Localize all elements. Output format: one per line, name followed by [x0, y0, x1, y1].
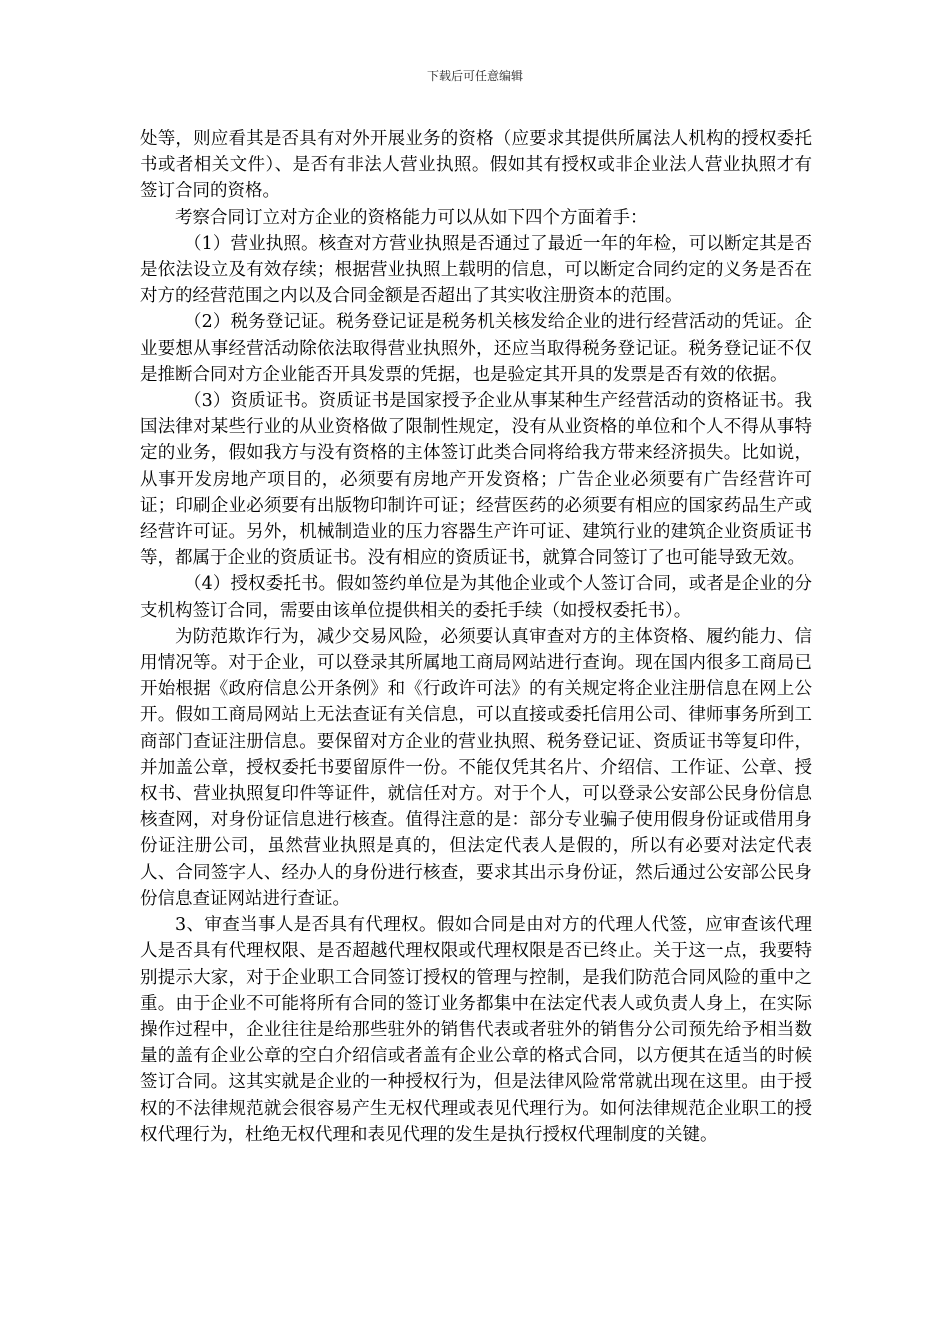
paragraph: （1）营业执照。核查对方营业执照是否通过了最近一年的年检，可以断定其是否是依法设立及有效存续；根据营业执照上载明的信息，可以断定合同约定的义务是否在对方的经营范围之内以及合同金额是否超出了其实收注册资本的范围。 — [140, 233, 812, 307]
paragraph: 3、审查当事人是否具有代理权。假如合同是由对方的代理人代签，应审查该代理人是否具有代理权限、是否超越代理权限或代理权限是否已终止。关于这一点，我要特别提示大家，对于企业职工合同签订授权的管理与控制，是我们防范合同风险的重中之重。由于企业不可能将所有合同的签订业务都集中在法定代表人或负责人身上，在实际操作过程中，企业往往是给那些驻外的销售代表或者驻外的销售分公司预先给予相当数量的盖有企业公章的空白介绍信或者盖有企业公章的格式合同，以方便其在适当的时候签订合同。这其实就是企业的一种授权行为，但是法律风险常常就出现在这里。由于授权的不法律规范就会很容易产生无权代理或表见代理行为。如何法律规范企业职工的授权代理行为，杜绝无权代理和表见代理的发生是执行授权代理制度的关键。 — [140, 915, 812, 1145]
paragraph: 处等，则应看其是否具有对外开展业务的资格（应要求其提供所属法人机构的授权委托书或者相关文件）、是否有非法人营业执照。假如其有授权或非企业法人营业执照才有签订合同的资格。 — [140, 129, 812, 202]
paragraph: 考察合同订立对方企业的资格能力可以从如下四个方面着手： — [175, 207, 648, 228]
document-body — [140, 126, 812, 1148]
page-header: 下载后可任意编辑 — [426, 69, 523, 83]
paragraph: 为防范欺诈行为，减少交易风险，必须要认真审查对方的主体资格、履约能力、信用情况等。对于企业，可以登录其所属地工商局网站进行查询。现在国内很多工商局已开始根据《政府信息公开条例》和《行政许可法》的有关规定将企业注册信息在网上公开。假如工商局网站上无法查证有关信息，可以直接或委托信用公司、律师事务所到工商部门查证注册信息。要保留对方企业的营业执照、税务登记证、资质证书等复印件，并加盖公章，授权委托书要留原件一份。不能仅凭其名片、介绍信、工作证、公章、授权书、营业执照复印件等证件，就信任对方。对于个人，可以登录公安部公民身份信息核查网，对身份证信息进行核查。值得注意的是：部分专业骗子使用假身份证或借用身份证注册公司，虽然营业执照是真的，但法定代表人是假的，所以有必要对法定代表人、合同签字人、经办人的身份进行核查，要求其出示身份证，然后通过公安部公民身份信息查证网站进行查证。 — [140, 626, 812, 909]
paragraph: （2）税务登记证。税务登记证是税务机关核发给企业的进行经营活动的凭证。企业要想从事经营活动除依法取得营业执照外，还应当取得税务登记证。税务登记证不仅是推断合同对方企业能否开具发票的凭据，也是验定其开具的发票是否有效的依据。 — [140, 312, 812, 385]
paragraph: （3）资质证书。资质证书是国家授予企业从事某种生产经营活动的资格证书。我国法律对某些行业的从业资格做了限制性规定，没有从业资格的单位和个人不得从事特定的业务，假如我方与没有资格的主体签订此类合同将给我方带来经济损失。比如说，从事开发房地产项目的，必须要有房地产开发资格；广告企业必须要有广告经营许可证；印刷企业必须要有出版物印制许可证；经营医药的必须要有相应的国家药品生产或经营许可证。另外，机械制造业的压力容器生产许可证、建筑行业的建筑企业资质证书等，都属于企业的资质证书。没有相应的资质证书，就算合同签订了也可能导致无效。 — [140, 391, 812, 569]
paragraph: （4）授权委托书。假如签约单位是为其他企业或个人签订合同，或者是企业的分支机构签订合同，需要由该单位提供相关的委托手续（如授权委托书）。 — [140, 574, 812, 621]
